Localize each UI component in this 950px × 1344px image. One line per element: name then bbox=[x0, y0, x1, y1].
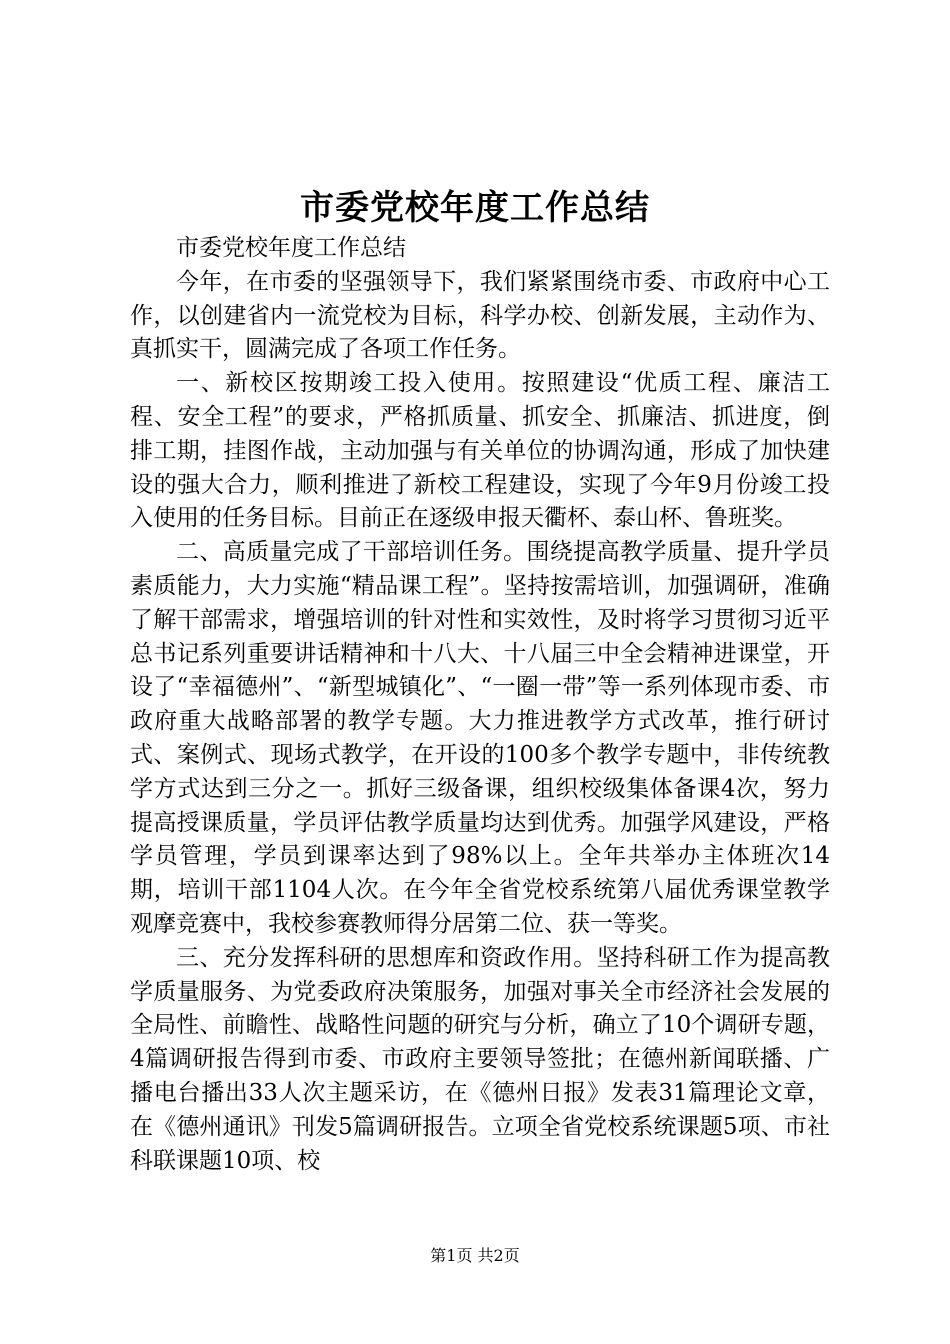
paragraph-subtitle: 市委党校年度工作总结 bbox=[176, 235, 406, 261]
paragraph-section-1: 一、新校区按期竣工投入使用。按照建设“优质工程、廉洁工程、安全工程”的要求，严格抓质量、抓安全、抓廉洁、抓进度，倒排工期，挂图作战，主动加强与有关单位的协调沟通，形成了加快建设的强大合力，顺利推进了新校工程建设，实现了今年9月份竣工投入使用的任务目标。目前正在逐级申报天衢杯、泰山杯、鲁班奖。 bbox=[130, 370, 830, 532]
document-body bbox=[130, 232, 830, 1178]
paragraph-section-2: 二、高质量完成了干部培训任务。围绕提高教学质量、提升学员素质能力，大力实施“精品课工程”。坚持按需培训，加强调研，准确了解干部需求，增强培训的针对性和实效性，及时将学习贯彻习近平总书记系列重要讲话精神和十八大、十八届三中全会精神进课堂，开设了“幸福德州”、“新型城镇化”、“一圈一带”等一系列体现市委、市政府重大战略部署的教学专题。大力推进教学方式改革，推行研讨式、案例式、现场式教学，在开设的100多个教学专题中，非传统教学方式达到三分之一。抓好三级备课，组织校级集体备课4次，努力提高授课质量，学员评估教学质量均达到优秀。加强学风建设，严格学员管理，学员到课率达到了98%以上。全年共举办主体班次14期，培训干部1104人次。在今年全省党校系统第八届优秀课堂教学观摩竞赛中，我校参赛教师得分居第二位、获一等奖。 bbox=[130, 539, 830, 937]
paragraph-section-3: 三、充分发挥科研的思想库和资政作用。坚持科研工作为提高教学质量服务、为党委政府决策服务，加强对事关全市经济社会发展的全局性、前瞻性、战略性问题的研究与分析，确立了10个调研专题，4篇调研报告得到市委、市政府主要领导签批；在德州新闻联播、广播电台播出33人次主题采访，在《德州日报》发表31篇理论文章，在《德州通讯》刊发5篇调研报告。立项全省党校系统课题5项、市社科联课题10项、校 bbox=[130, 944, 830, 1174]
page-footer bbox=[0, 1245, 950, 1267]
paragraph-intro: 今年，在市委的坚强领导下，我们紧紧围绕市委、市政府中心工作，以创建省内一流党校为目标，科学办校、创新发展，主动作为、真抓实干，圆满完成了各项工作任务。 bbox=[130, 268, 830, 363]
document-title: 市委党校年度工作总结 bbox=[300, 188, 650, 228]
page-number: 第1页 共2页 bbox=[430, 1246, 520, 1265]
